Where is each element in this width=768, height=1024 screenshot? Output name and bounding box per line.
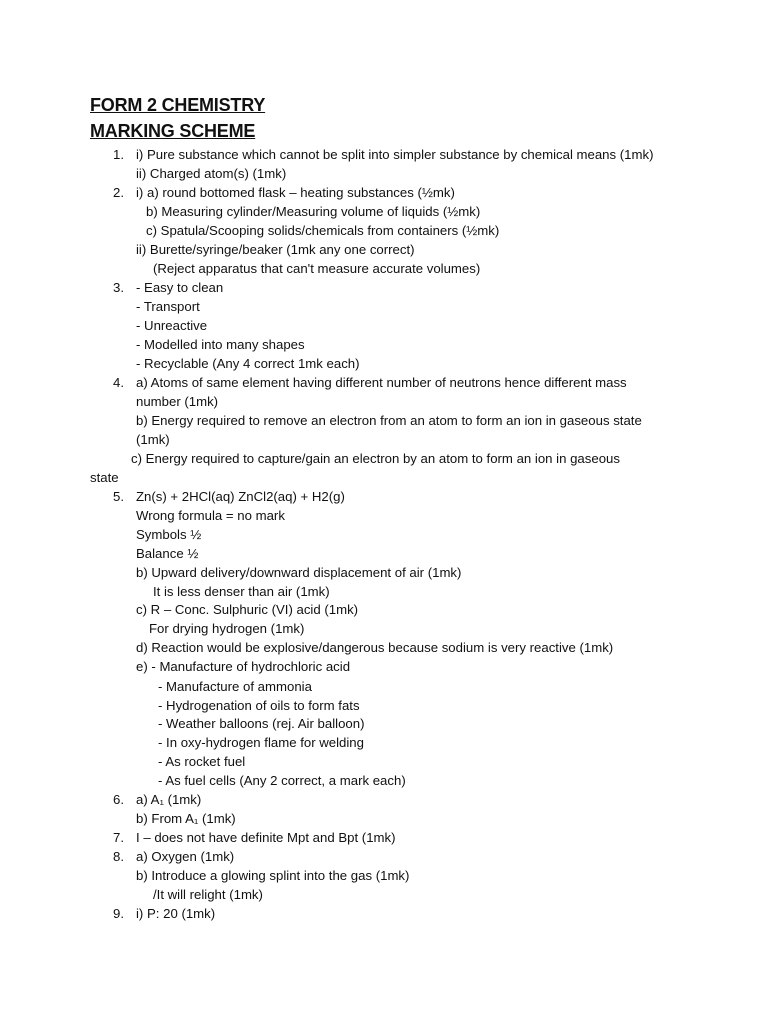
item-number: 9.	[113, 906, 124, 921]
scheme-line: - Recyclable (Any 4 correct 1mk each)	[136, 356, 360, 371]
scheme-line: - Easy to clean	[136, 280, 224, 295]
scheme-line: i) a) round bottomed flask – heating substances (½mk)	[136, 185, 455, 200]
scheme-line: (Reject apparatus that can't measure accurate volumes)	[153, 261, 481, 276]
scheme-line: - Weather balloons (rej. Air balloon)	[158, 716, 365, 731]
scheme-line: - Modelled into many shapes	[136, 337, 305, 352]
item-number: 5.	[113, 489, 124, 504]
scheme-line: Wrong formula = no mark	[136, 508, 285, 523]
document-title: FORM 2 CHEMISTRY	[90, 95, 266, 115]
scheme-line: a) Atoms of same element having different number of neutrons hence different mass	[136, 375, 627, 390]
document-subtitle: MARKING SCHEME	[90, 121, 256, 141]
scheme-line: - Hydrogenation of oils to form fats	[158, 698, 360, 713]
scheme-line: b) Upward delivery/downward displacement of air (1mk)	[136, 565, 462, 580]
item-number: 6.	[113, 792, 124, 807]
scheme-line: c) Energy required to capture/gain an electron by an atom to form an ion in gaseous	[131, 451, 620, 466]
scheme-line: - As fuel cells (Any 2 correct, a mark each)	[158, 773, 406, 788]
scheme-line: i) Pure substance which cannot be split into simpler substance by chemical means (1mk)	[136, 147, 654, 162]
scheme-line: - Unreactive	[136, 318, 208, 333]
scheme-line: Zn(s) + 2HCl(aq) ZnCl2(aq) + H2(g)	[136, 489, 345, 504]
scheme-line: (1mk)	[136, 432, 170, 447]
item-number: 8.	[113, 849, 124, 864]
scheme-line: I – does not have definite Mpt and Bpt (1mk)	[136, 830, 396, 845]
item-number: 3.	[113, 280, 124, 295]
item-number: 1.	[113, 147, 124, 162]
scheme-line: c) Spatula/Scooping solids/chemicals from containers (½mk)	[146, 223, 500, 238]
scheme-line: ii) Burette/syringe/beaker (1mk any one correct)	[136, 242, 415, 257]
scheme-line: b) From A₁ (1mk)	[136, 811, 236, 826]
scheme-line: - As rocket fuel	[158, 754, 246, 769]
scheme-line: Symbols ½	[136, 527, 202, 542]
scheme-line: - In oxy-hydrogen flame for welding	[158, 735, 364, 750]
item-number: 7.	[113, 830, 124, 845]
scheme-line: d) Reaction would be explosive/dangerous because sodium is very reactive (1mk)	[136, 640, 614, 655]
item-number: 4.	[113, 375, 124, 390]
scheme-line: - Transport	[136, 299, 200, 314]
scheme-line: c) R – Conc. Sulphuric (VI) acid (1mk)	[136, 602, 359, 617]
scheme-line: a) A₁ (1mk)	[136, 792, 202, 807]
scheme-line: /It will relight (1mk)	[153, 887, 263, 902]
scheme-line: Balance ½	[136, 546, 199, 561]
scheme-line: ii) Charged atom(s) (1mk)	[136, 166, 287, 181]
scheme-line: i) P: 20 (1mk)	[136, 906, 216, 921]
scheme-line: - Manufacture of ammonia	[158, 679, 312, 694]
scheme-line: b) Energy required to remove an electron from an atom to form an ion in gaseous state	[136, 413, 642, 428]
scheme-line: a) Oxygen (1mk)	[136, 849, 235, 864]
scheme-line: For drying hydrogen (1mk)	[149, 621, 305, 636]
scheme-line: It is less denser than air (1mk)	[153, 584, 330, 599]
scheme-line: number (1mk)	[136, 394, 219, 409]
scheme-line: b) Measuring cylinder/Measuring volume of liquids (½mk)	[146, 204, 481, 219]
scheme-line: e) - Manufacture of hydrochloric acid	[136, 659, 351, 674]
scheme-line: b) Introduce a glowing splint into the gas (1mk)	[136, 868, 410, 883]
item-number: 2.	[113, 185, 124, 200]
scheme-line: state	[90, 470, 119, 485]
